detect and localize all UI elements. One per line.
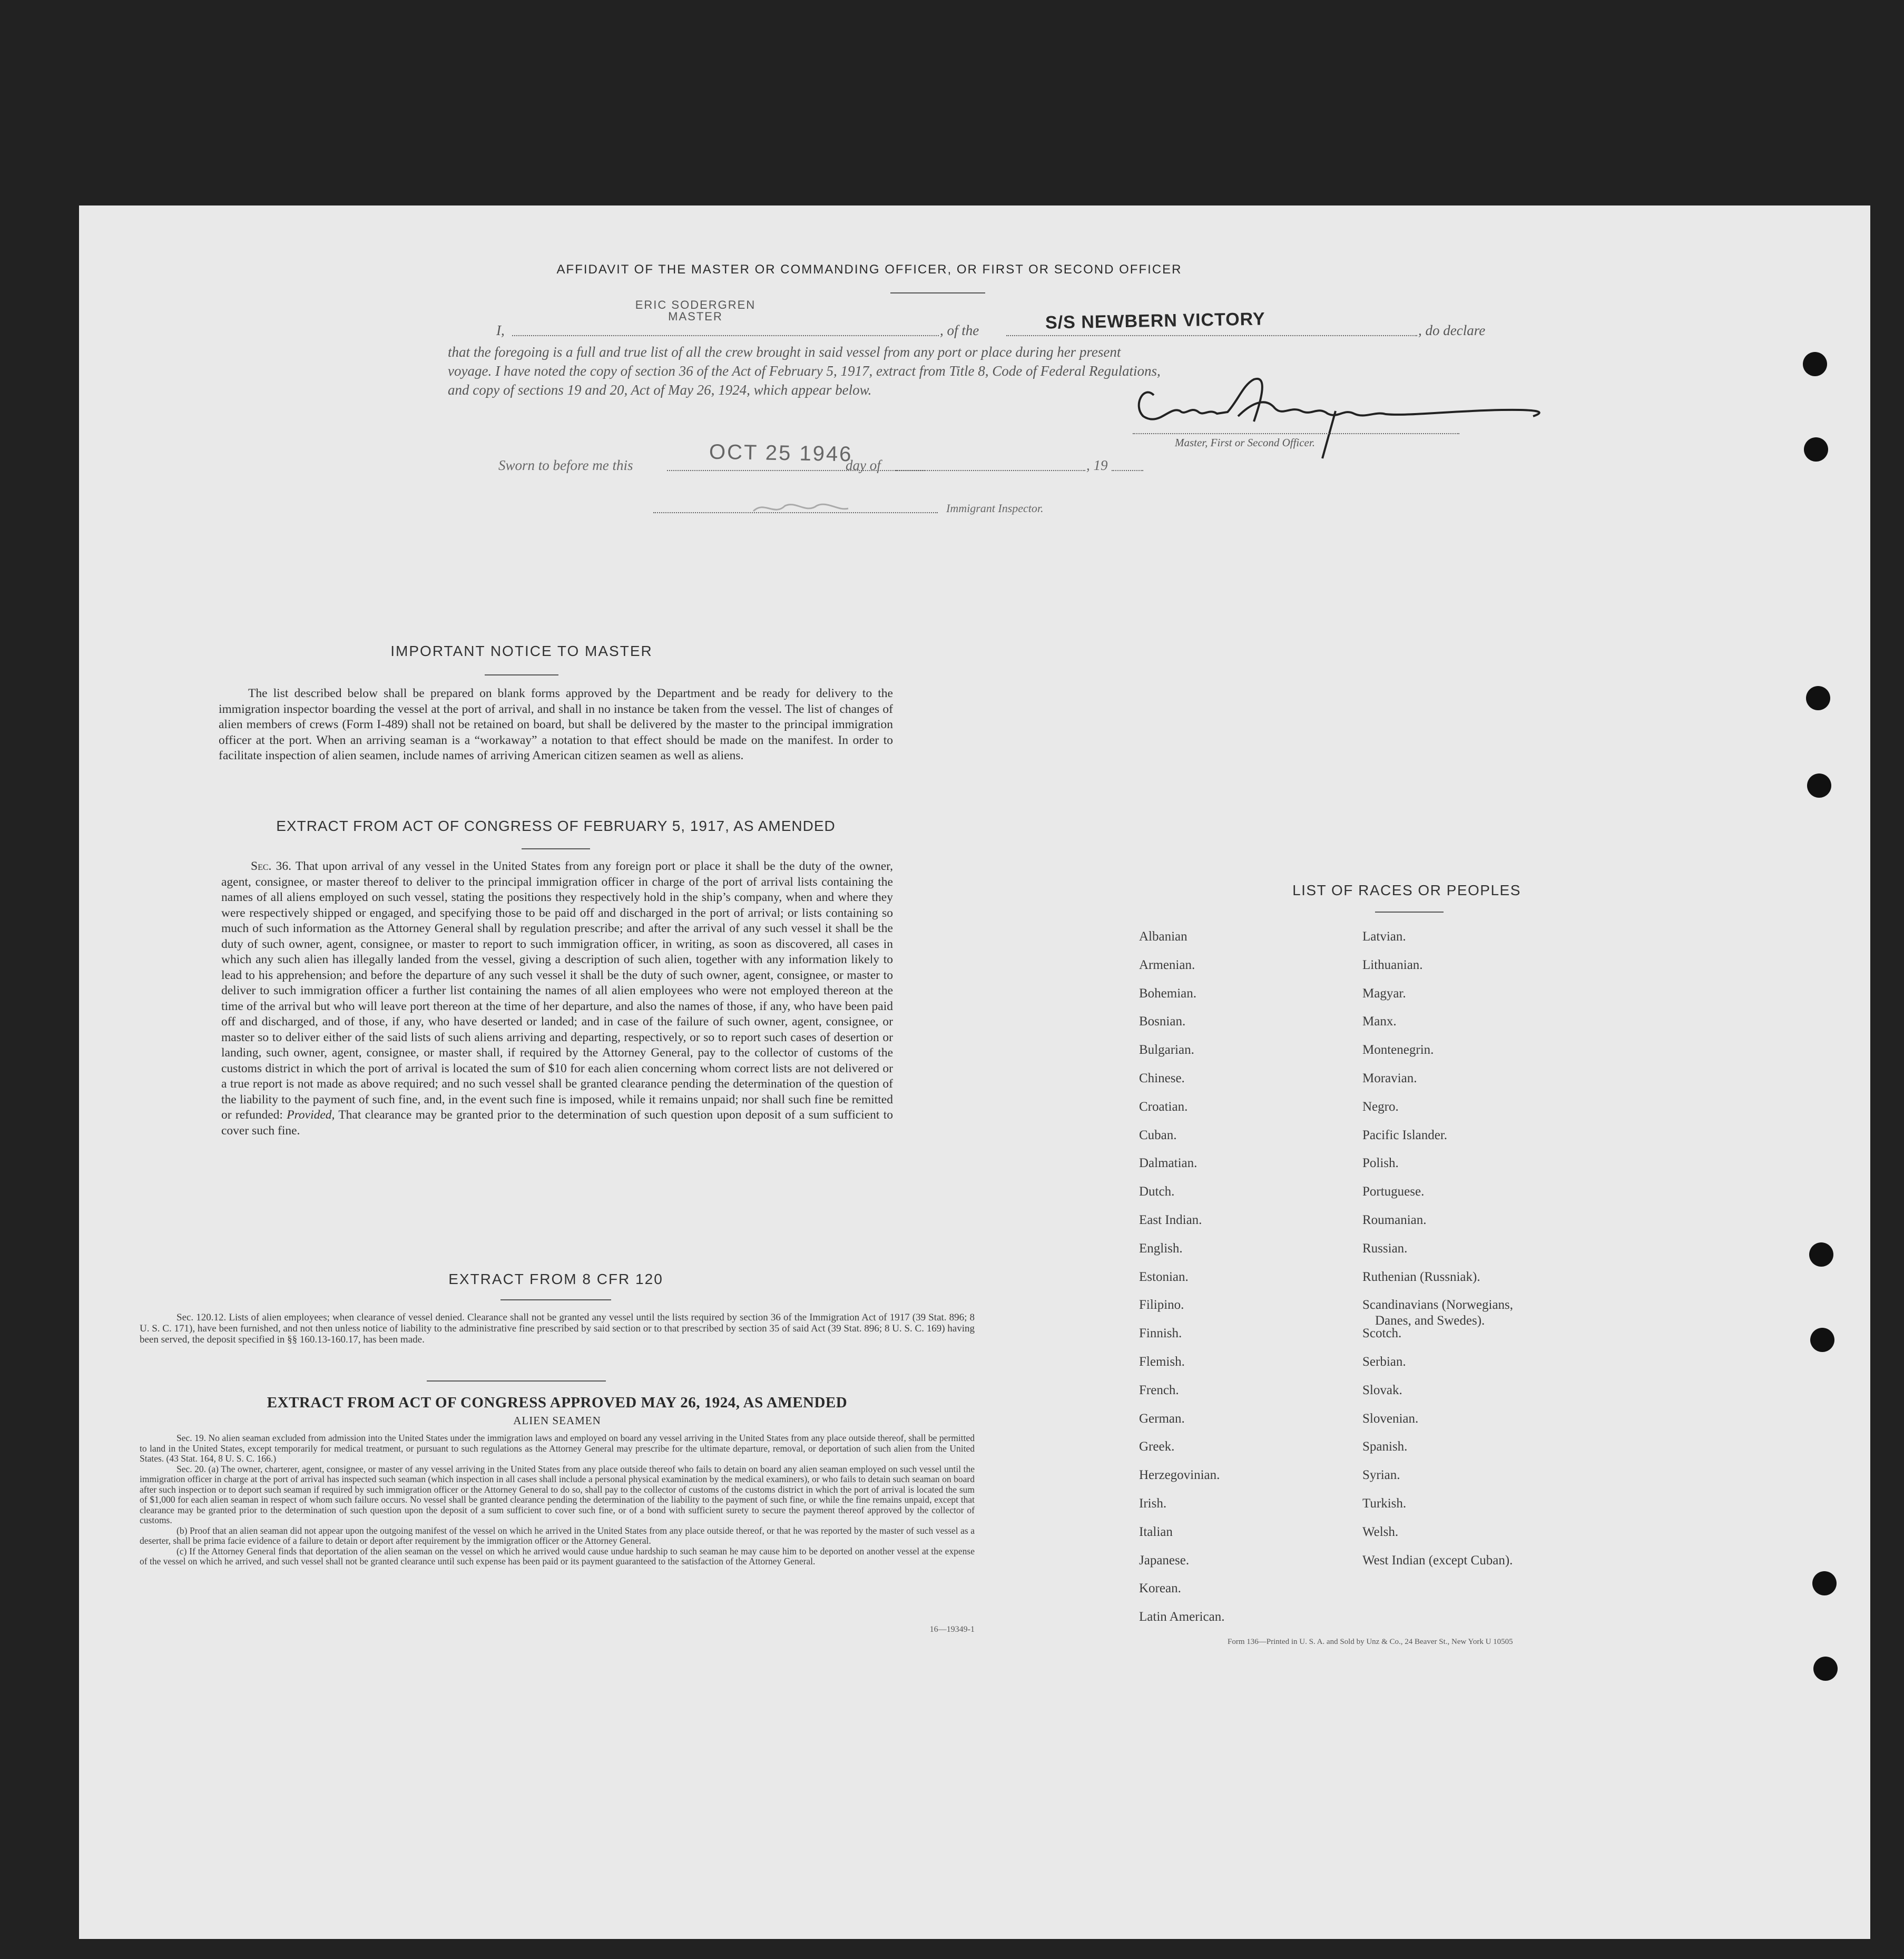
cfr-text: Sec. 120.12. Lists of alien employees; when clearance of vessel denied. Clearance shall not be granted any vessel until the lists required by section 36 of the Immigration Act of 1917 (39 Stat. 896; 8 U. S. C. 171), have been furnished, and not then unless notice of liability to the administrative fine prescribed by said section or to that prescribed by section 35 of said Act (39 Stat. 896; 8 U. S. C. 169) having been served, the deposit specified in §§ 160.13-160.17, has been made. <box>140 1312 975 1345</box>
race-item: Chinese. <box>1139 1071 1185 1085</box>
race-item: Syrian. <box>1362 1468 1400 1483</box>
sec-20c-text: (c) If the Attorney General finds that deportation of the alien seaman on the vessel on which he arrived would cause undue hardship to such seaman he may cause him to be deported on another vessel at the expense of the vessel on which he arrived, and such vessel shall not be granted clearance until such expense has been paid or its payment guaranteed to the satisfaction of the Attorney General. <box>140 1545 975 1566</box>
race-item: Spanish. <box>1362 1439 1408 1454</box>
binder-hole <box>1807 773 1831 798</box>
extract-1924-heading: EXTRACT FROM ACT OF CONGRESS APPROVED MAY 26, 1924, AS AMENDED <box>267 1394 848 1411</box>
race-item: Irish. <box>1139 1496 1167 1511</box>
race-item: Polish. <box>1362 1156 1399 1171</box>
sworn-date-stamp: OCT 25 1946 <box>709 440 853 466</box>
race-item: Bohemian. <box>1139 986 1197 1001</box>
race-item: Japanese. <box>1139 1553 1190 1568</box>
binder-hole <box>1813 1657 1838 1681</box>
race-item: Dutch. <box>1139 1184 1175 1199</box>
divider <box>522 848 590 849</box>
race-item: Flemish. <box>1139 1355 1185 1369</box>
race-item: Latvian. <box>1362 929 1406 944</box>
sec-20b-text: (b) Proof that an alien seaman did not appear upon the outgoing manifest of the vessel on which he arrived in the United States from any place outside thereof, or that he was reported by the master of such vessel as a deserter, shall be prima facie evidence of a failure to detain or deport after requirement by the immigration officer or the Attorney General. <box>140 1525 975 1546</box>
master-signature <box>1133 364 1575 469</box>
race-item: Scandinavians (Norwegians, <box>1362 1298 1514 1312</box>
race-item: East Indian. <box>1139 1213 1202 1227</box>
vessel-name: S/S NEWBERN VICTORY <box>1045 309 1265 333</box>
race-item: Lithuanian. <box>1362 957 1423 972</box>
race-item: West Indian (except Cuban). <box>1362 1553 1513 1568</box>
section-label: Sec. 36. <box>251 859 291 873</box>
race-item: Scotch. <box>1362 1326 1402 1341</box>
race-item: Slovenian. <box>1362 1411 1419 1426</box>
race-item: German. <box>1139 1411 1185 1426</box>
race-item: Montenegrin. <box>1362 1043 1434 1057</box>
sec-19-text: Sec. 19. No alien seaman excluded from admission into the United States under the immigration laws and employed on board any vessel arriving in the United States from any place outside thereof, shall be permitted to land in the United States, except temporarily for medical treatment, or pursuant to such regulations as the Attorney General may prescribe for the ultimate departure, removal, or deportation of such alien from the United States. (43 Stat. 164, 8 U. S. C. 166.) <box>140 1433 975 1464</box>
sworn-label: Sworn to before me this <box>498 457 633 473</box>
affidavit-page <box>79 205 1870 1939</box>
year-prefix: , 19 <box>1086 457 1108 473</box>
extract-1917-heading: EXTRACT FROM ACT OF CONGRESS OF FEBRUARY 5, 1917, AS AMENDED <box>276 818 836 834</box>
race-item: Pacific Islander. <box>1362 1128 1448 1142</box>
master-stamp <box>616 299 774 322</box>
notice-heading: IMPORTANT NOTICE TO MASTER <box>390 643 653 659</box>
of-the-label: , of the <box>940 322 979 338</box>
race-item: Korean. <box>1139 1581 1181 1596</box>
binder-hole <box>1806 686 1830 710</box>
race-item: Cuban. <box>1139 1128 1177 1142</box>
race-item: Latin American. <box>1139 1610 1225 1624</box>
divider <box>500 1299 611 1300</box>
race-item: Russian. <box>1362 1241 1408 1256</box>
race-item: Greek. <box>1139 1439 1175 1454</box>
race-item: English. <box>1139 1241 1183 1256</box>
race-item: Finnish. <box>1139 1326 1182 1341</box>
inspector-caption: Immigrant Inspector. <box>946 502 1044 515</box>
do-declare-label: , do declare <box>1418 322 1486 338</box>
race-item: Negro. <box>1362 1099 1399 1114</box>
race-item: Italian <box>1139 1524 1173 1539</box>
notice-text: The list described below shall be prepared on blank forms approved by the Department and be ready for delivery to the immigration inspector boarding the vessel at the port of arrival, and shall in no instance be taken from the vessel. The list of changes of alien members of crews (Form I-489) shall not be retained on board, but shall be delivered by the master to the principal immigration officer at the port. When an arriving seaman is a “workaway” a notation to that effect should be made on the manifest. In order to facilitate inspection of alien seamen, include names of arriving American citizen seamen as well as aliens. <box>219 687 893 762</box>
declaration-line: and copy of sections 19 and 20, Act of May 26, 1924, which appear below. <box>448 382 872 398</box>
race-item: Filipino. <box>1139 1298 1184 1312</box>
race-item: Moravian. <box>1362 1071 1417 1085</box>
stamp-title: MASTER <box>668 310 723 323</box>
race-item: Welsh. <box>1362 1524 1399 1539</box>
race-item: Croatian. <box>1139 1099 1188 1114</box>
divider <box>427 1380 606 1382</box>
race-item: Danes, and Swedes). <box>1375 1314 1485 1328</box>
provided-term: Provided, <box>287 1108 335 1122</box>
print-code: 16—19349-1 <box>929 1625 975 1634</box>
year-line <box>1112 470 1143 471</box>
race-item: Turkish. <box>1362 1496 1407 1511</box>
signature-line <box>1133 433 1459 434</box>
race-item: Ruthenian (Russniak). <box>1362 1269 1480 1284</box>
day-line <box>667 470 925 471</box>
cfr-heading: EXTRACT FROM 8 CFR 120 <box>448 1271 663 1287</box>
inspector-signature <box>748 490 853 522</box>
race-item: Slovak. <box>1362 1383 1402 1397</box>
race-item: Magyar. <box>1362 986 1406 1001</box>
form-footer: Form 136—Printed in U. S. A. and Sold by Unz & Co., 24 Beaver St., New York U 10505 <box>1228 1638 1513 1646</box>
race-item: French. <box>1139 1383 1179 1397</box>
race-item: Armenian. <box>1139 957 1195 972</box>
month-line <box>896 470 1085 471</box>
name-line <box>512 335 939 336</box>
race-item: Bulgarian. <box>1139 1043 1194 1057</box>
signature-caption: Master, First or Second Officer. <box>1175 436 1315 449</box>
stamp-name: ERIC SODERGREN <box>635 298 756 311</box>
race-item: Albanian <box>1139 929 1187 944</box>
section-36-text <box>221 859 893 1139</box>
declaration-line: voyage. I have noted the copy of section 36 of the Act of February 5, 1917, extract from Title 8, Code of Federal Regulations, <box>448 363 1161 379</box>
race-item: Roumanian. <box>1362 1213 1427 1227</box>
divider <box>890 292 985 293</box>
binder-hole <box>1810 1328 1834 1352</box>
binder-hole <box>1809 1242 1833 1267</box>
race-item: Dalmatian. <box>1139 1156 1198 1171</box>
race-item: Portuguese. <box>1362 1184 1425 1199</box>
sec-20a-text: Sec. 20. (a) The owner, charterer, agent, consignee, or master of any vessel arriving in the United States from any place outside thereof who fails to detain on board any alien seaman employed on such vessel until the immigration officer in charge at the port of arrival has inspected such seaman (which inspection in all cases shall include a personal physical examination by the medical examiners), or who fails to detain such seaman on board after such inspection or to deport such seaman if required by such immigration officer or the Attorney General to do so, shall pay to the collector of customs of the customs district in which the port of arrival is located the sum of $1,000 for each alien seaman in respect of whom such failure occurs. No vessel shall be granted clearance pending the determination of the liability to the payment of such fine, or while the fine remains unpaid, except that clearance may be granted prior to the determination of such question upon the deposit of a sum sufficient to cover such fine, or of a bond with sufficient surety to secure the payment thereof approved by the collector of customs. <box>140 1463 975 1525</box>
binder-hole <box>1803 352 1827 376</box>
race-item: Estonian. <box>1139 1269 1189 1284</box>
affidavit-heading: AFFIDAVIT OF THE MASTER OR COMMANDING OFFICER, OR FIRST OR SECOND OFFICER <box>556 262 1182 277</box>
day-of-label: day of <box>846 457 881 473</box>
extract-1924-text <box>140 1433 975 1567</box>
i-label: I, <box>496 322 505 338</box>
races-heading: LIST OF RACES OR PEOPLES <box>1292 882 1521 898</box>
race-item: Herzegovinian. <box>1139 1468 1220 1483</box>
declaration-line: that the foregoing is a full and true list of all the crew brought in said vessel from any port or place during her present <box>448 344 1121 360</box>
binder-hole <box>1804 437 1828 462</box>
section-36-end: That clearance may be granted prior to the determination of such question upon deposit of a sum sufficient to cover such fine. <box>221 1108 894 1138</box>
divider <box>485 674 558 675</box>
alien-seamen-subheading: ALIEN SEAMEN <box>513 1414 601 1427</box>
divider <box>1375 912 1444 913</box>
race-item: Bosnian. <box>1139 1014 1186 1029</box>
race-item: Serbian. <box>1362 1355 1406 1369</box>
binder-hole <box>1812 1571 1837 1595</box>
vessel-line <box>1006 335 1417 336</box>
race-item: Manx. <box>1362 1014 1397 1029</box>
section-36-body: That upon arrival of any vessel in the United States from any foreign port or place it shall be the duty of the owner, agent, consignee, or master thereof to deliver to the principal immigration officer in charge of the port of arrival lists containing the names of all aliens employed on such vessel, stating the positions they respectively hold in the ship’s company, when and where they were respectively shipped or engaged, and specifying those to be paid off and discharged in the port of arrival; or lists containing so much of such information as the Attorney General shall by regulation prescribe; and after the arrival of any such vessel it shall be the duty of such owner, agent, consignee, or master to report to such immigration officer, in writing, as soon as discovered, all cases in which any such alien has illegally landed from the vessel, giving a description of such alien, together with any information likely to lead to his apprehension; and before the departure of any such vessel it shall be the duty of such owner, agent, consignee, or master to deliver to such immigration officer a further list containing the names of all alien employees who were not employed thereon at the time of the arrival but who will leave port thereon at the time of her departure, and also the names of those, if any, who have been paid off and discharged, and of those, if any, who have deserted or landed; and in case of the failure of such owner, agent, consignee, or master so to deliver either of the said lists of such aliens arriving and departing, respectively, or so to report such cases of desertion or landing, such owner, agent, consignee, or master shall, if required by the Attorney General, pay to the collector of customs of the customs district in which the port of arrival is located the sum of $10 for each alien concerning whom correct lists are not delivered or a true report is not made as above required; and no such vessel shall be granted clearance pending the determination of the question of the liability to the payment of such fine, and, in the event such fine is imposed, while it remains unpaid; nor shall such fine be remitted or refunded: <box>221 859 894 1122</box>
